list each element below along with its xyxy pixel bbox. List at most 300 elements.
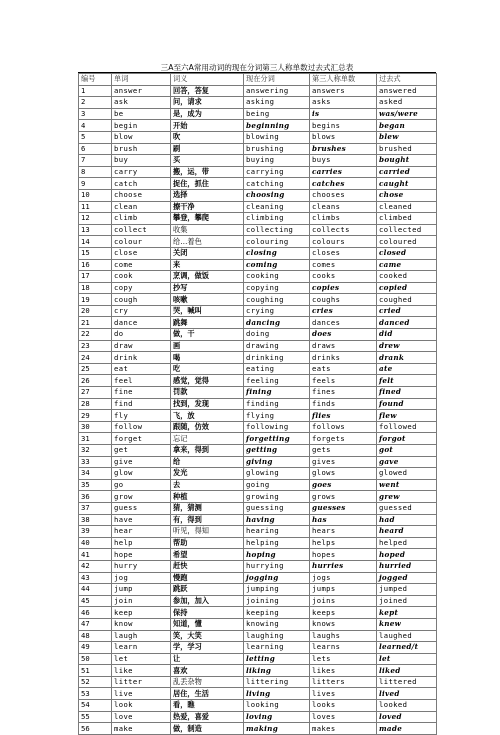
cell-third-person: dances — [310, 317, 377, 329]
cell-present-participle: laughing — [244, 630, 310, 642]
cell-past-tense: guessed — [377, 502, 437, 514]
cell-number: 49 — [79, 642, 112, 654]
table-row — [79, 410, 437, 422]
cell-meaning: 跳跃 — [171, 584, 244, 596]
cell-present-participle: having — [244, 514, 310, 526]
cell-present-participle: littering — [244, 676, 310, 688]
cell-meaning: 吹 — [171, 131, 244, 143]
cell-present-participle: guessing — [244, 502, 310, 514]
table-row — [79, 97, 437, 109]
cell-number: 39 — [79, 526, 112, 538]
cell-word: litter — [112, 676, 171, 688]
cell-present-participle: drawing — [244, 340, 310, 352]
cell-number: 43 — [79, 572, 112, 584]
cell-meaning: 知道，懂 — [171, 618, 244, 630]
cell-word: help — [112, 537, 171, 549]
cell-third-person: drinks — [310, 352, 377, 364]
cell-third-person: copies — [310, 282, 377, 294]
cell-past-tense: came — [377, 259, 437, 271]
cell-meaning: 飞，放 — [171, 410, 244, 422]
cell-number: 46 — [79, 607, 112, 619]
cell-third-person: colours — [310, 236, 377, 248]
cell-third-person: does — [310, 329, 377, 341]
cell-word: live — [112, 688, 171, 700]
cell-number: 53 — [79, 688, 112, 700]
cell-meaning: 搬，运，带 — [171, 166, 244, 178]
cell-word: keep — [112, 607, 171, 619]
cell-word: like — [112, 665, 171, 677]
table-row — [79, 247, 437, 259]
cell-present-participle: colouring — [244, 236, 310, 248]
cell-number: 20 — [79, 305, 112, 317]
cell-word: laugh — [112, 630, 171, 642]
table-row — [79, 108, 437, 120]
cell-word: hear — [112, 526, 171, 538]
table-row — [79, 398, 437, 410]
cell-present-participle: closing — [244, 247, 310, 259]
cell-past-tense: made — [377, 723, 437, 735]
table-row — [79, 711, 437, 723]
cell-meaning: 保持 — [171, 607, 244, 619]
cell-present-participle: eating — [244, 363, 310, 375]
cell-meaning: 有，得到 — [171, 514, 244, 526]
table-row — [79, 665, 437, 677]
cell-third-person: cooks — [310, 271, 377, 283]
cell-past-tense: felt — [377, 375, 437, 387]
cell-word: do — [112, 329, 171, 341]
cell-meaning: 选择 — [171, 189, 244, 201]
table-row — [79, 189, 437, 201]
cell-number: 54 — [79, 700, 112, 712]
cell-third-person: guesses — [310, 502, 377, 514]
table-row — [79, 271, 437, 283]
cell-past-tense: collected — [377, 224, 437, 236]
cell-number: 1 — [79, 85, 112, 97]
cell-present-participle: glowing — [244, 468, 310, 480]
cell-word: look — [112, 700, 171, 712]
cell-past-tense: asked — [377, 97, 437, 109]
cell-word: buy — [112, 155, 171, 167]
cell-present-participle: following — [244, 421, 310, 433]
cell-word: draw — [112, 340, 171, 352]
table-row — [79, 502, 437, 514]
cell-word: join — [112, 595, 171, 607]
cell-past-tense: laughed — [377, 630, 437, 642]
cell-meaning: 开始 — [171, 120, 244, 132]
cell-present-participle: feeling — [244, 375, 310, 387]
table-row — [79, 595, 437, 607]
cell-number: 27 — [79, 387, 112, 399]
table-row — [79, 537, 437, 549]
cell-number: 13 — [79, 224, 112, 236]
cell-past-tense: began — [377, 120, 437, 132]
table-row — [79, 723, 437, 735]
table-row — [79, 375, 437, 387]
cell-word: collect — [112, 224, 171, 236]
cell-third-person: coughs — [310, 294, 377, 306]
cell-meaning: 擦干净 — [171, 201, 244, 213]
table-body — [79, 85, 437, 734]
cell-present-participle: forgetting — [244, 433, 310, 445]
cell-present-participle: beginning — [244, 120, 310, 132]
cell-third-person: blows — [310, 131, 377, 143]
cell-present-participle: keeping — [244, 607, 310, 619]
cell-meaning: 去 — [171, 479, 244, 491]
table-row — [79, 445, 437, 457]
cell-meaning: 看，瞧 — [171, 700, 244, 712]
verb-table — [78, 73, 437, 735]
cell-meaning: 罚款 — [171, 387, 244, 399]
cell-number: 2 — [79, 97, 112, 109]
cell-number: 51 — [79, 665, 112, 677]
cell-third-person: joins — [310, 595, 377, 607]
cell-word: have — [112, 514, 171, 526]
table-row — [79, 340, 437, 352]
cell-past-tense: let — [377, 653, 437, 665]
cell-number: 31 — [79, 433, 112, 445]
cell-word: dance — [112, 317, 171, 329]
table-row — [79, 178, 437, 190]
cell-third-person: jumps — [310, 584, 377, 596]
cell-word: drink — [112, 352, 171, 364]
cell-meaning: 热爱，喜爱 — [171, 711, 244, 723]
cell-past-tense: went — [377, 479, 437, 491]
cell-past-tense: found — [377, 398, 437, 410]
cell-present-participle: flying — [244, 410, 310, 422]
cell-present-participle: living — [244, 688, 310, 700]
cell-present-participle: blowing — [244, 131, 310, 143]
cell-word: catch — [112, 178, 171, 190]
cell-meaning: 慢跑 — [171, 572, 244, 584]
cell-word: climb — [112, 213, 171, 225]
cell-third-person: climbs — [310, 213, 377, 225]
cell-present-participle: knowing — [244, 618, 310, 630]
cell-meaning: 给…着色 — [171, 236, 244, 248]
cell-present-participle: getting — [244, 445, 310, 457]
table-row — [79, 85, 437, 97]
cell-third-person: fines — [310, 387, 377, 399]
cell-word: fine — [112, 387, 171, 399]
cell-present-participle: learning — [244, 642, 310, 654]
cell-past-tense: jogged — [377, 572, 437, 584]
cell-past-tense: cooked — [377, 271, 437, 283]
cell-third-person: asks — [310, 97, 377, 109]
cell-word: learn — [112, 642, 171, 654]
cell-word: give — [112, 456, 171, 468]
cell-word: forget — [112, 433, 171, 445]
cell-meaning: 拿来，得到 — [171, 445, 244, 457]
cell-word: find — [112, 398, 171, 410]
cell-number: 44 — [79, 584, 112, 596]
table-row — [79, 584, 437, 596]
table-row — [79, 201, 437, 213]
cell-third-person: jogs — [310, 572, 377, 584]
cell-third-person: cries — [310, 305, 377, 317]
table-row — [79, 363, 437, 375]
cell-third-person: closes — [310, 247, 377, 259]
cell-meaning: 跳舞 — [171, 317, 244, 329]
cell-meaning: 找到，发现 — [171, 398, 244, 410]
cell-meaning: 喝 — [171, 352, 244, 364]
cell-word: brush — [112, 143, 171, 155]
cell-third-person: buys — [310, 155, 377, 167]
cell-word: jog — [112, 572, 171, 584]
cell-present-participle: making — [244, 723, 310, 735]
table-row — [79, 618, 437, 630]
cell-present-participle: going — [244, 479, 310, 491]
cell-present-participle: growing — [244, 491, 310, 503]
cell-past-tense: brushed — [377, 143, 437, 155]
cell-third-person: collects — [310, 224, 377, 236]
cell-third-person: feels — [310, 375, 377, 387]
cell-number: 24 — [79, 352, 112, 364]
cell-past-tense: was/were — [377, 108, 437, 120]
cell-present-participle: loving — [244, 711, 310, 723]
cell-meaning: 参加，加入 — [171, 595, 244, 607]
cell-third-person: goes — [310, 479, 377, 491]
cell-present-participle: joining — [244, 595, 310, 607]
cell-past-tense: heard — [377, 526, 437, 538]
cell-number: 38 — [79, 514, 112, 526]
table-row — [79, 352, 437, 364]
cell-third-person: comes — [310, 259, 377, 271]
header-past-tense: 过去式 — [377, 74, 437, 86]
cell-word: feel — [112, 375, 171, 387]
cell-word: glow — [112, 468, 171, 480]
cell-word: fly — [112, 410, 171, 422]
cell-third-person: gets — [310, 445, 377, 457]
cell-number: 12 — [79, 213, 112, 225]
cell-past-tense: littered — [377, 676, 437, 688]
cell-number: 23 — [79, 340, 112, 352]
cell-word: be — [112, 108, 171, 120]
table-row — [79, 259, 437, 271]
cell-past-tense: flew — [377, 410, 437, 422]
cell-third-person: brushes — [310, 143, 377, 155]
cell-number: 40 — [79, 537, 112, 549]
cell-number: 8 — [79, 166, 112, 178]
cell-present-participle: climbing — [244, 213, 310, 225]
cell-number: 6 — [79, 143, 112, 155]
table-row — [79, 607, 437, 619]
cell-meaning: 种植 — [171, 491, 244, 503]
cell-third-person: knows — [310, 618, 377, 630]
cell-third-person: finds — [310, 398, 377, 410]
cell-number: 5 — [79, 131, 112, 143]
cell-meaning: 居住，生活 — [171, 688, 244, 700]
cell-meaning: 乱丢杂物 — [171, 676, 244, 688]
table-row — [79, 526, 437, 538]
cell-past-tense: lived — [377, 688, 437, 700]
cell-third-person: draws — [310, 340, 377, 352]
cell-third-person: loves — [310, 711, 377, 723]
cell-meaning: 帮助 — [171, 537, 244, 549]
cell-meaning: 来 — [171, 259, 244, 271]
cell-third-person: grows — [310, 491, 377, 503]
cell-third-person: has — [310, 514, 377, 526]
table-row — [79, 421, 437, 433]
cell-word: close — [112, 247, 171, 259]
cell-third-person: keeps — [310, 607, 377, 619]
cell-present-participle: answering — [244, 85, 310, 97]
cell-number: 36 — [79, 491, 112, 503]
table-row — [79, 549, 437, 561]
cell-past-tense: climbed — [377, 213, 437, 225]
cell-third-person: eats — [310, 363, 377, 375]
cell-third-person: forgets — [310, 433, 377, 445]
table-title: 三A至六A常用动词的现在分词第三人称单数过去式汇总表 — [78, 63, 436, 73]
cell-number: 28 — [79, 398, 112, 410]
cell-word: carry — [112, 166, 171, 178]
cell-number: 50 — [79, 653, 112, 665]
cell-word: begin — [112, 120, 171, 132]
cell-meaning: 感觉，觉得 — [171, 375, 244, 387]
cell-number: 4 — [79, 120, 112, 132]
cell-number: 34 — [79, 468, 112, 480]
cell-number: 56 — [79, 723, 112, 735]
table-row — [79, 433, 437, 445]
cell-present-participle: cooking — [244, 271, 310, 283]
cell-present-participle: hoping — [244, 549, 310, 561]
cell-number: 26 — [79, 375, 112, 387]
cell-meaning: 做，干 — [171, 329, 244, 341]
cell-present-participle: copying — [244, 282, 310, 294]
cell-past-tense: joined — [377, 595, 437, 607]
cell-past-tense: jumped — [377, 584, 437, 596]
cell-present-participle: collecting — [244, 224, 310, 236]
cell-past-tense: caught — [377, 178, 437, 190]
cell-third-person: likes — [310, 665, 377, 677]
cell-past-tense: hoped — [377, 549, 437, 561]
cell-third-person: gives — [310, 456, 377, 468]
cell-meaning: 发光 — [171, 468, 244, 480]
cell-word: answer — [112, 85, 171, 97]
cell-past-tense: closed — [377, 247, 437, 259]
cell-word: get — [112, 445, 171, 457]
cell-present-participle: coughing — [244, 294, 310, 306]
header-present-participle: 现在分词 — [244, 74, 310, 86]
table-row — [79, 317, 437, 329]
cell-past-tense: gave — [377, 456, 437, 468]
cell-past-tense: copied — [377, 282, 437, 294]
cell-third-person: glows — [310, 468, 377, 480]
cell-number: 22 — [79, 329, 112, 341]
cell-number: 9 — [79, 178, 112, 190]
cell-meaning: 咳嗽 — [171, 294, 244, 306]
table-row — [79, 282, 437, 294]
cell-past-tense: coughed — [377, 294, 437, 306]
cell-present-participle: choosing — [244, 189, 310, 201]
cell-number: 10 — [79, 189, 112, 201]
cell-past-tense: learned/t — [377, 642, 437, 654]
cell-number: 35 — [79, 479, 112, 491]
cell-past-tense: answered — [377, 85, 437, 97]
cell-third-person: hopes — [310, 549, 377, 561]
cell-past-tense: cried — [377, 305, 437, 317]
cell-number: 42 — [79, 560, 112, 572]
cell-number: 21 — [79, 317, 112, 329]
cell-third-person: lets — [310, 653, 377, 665]
cell-meaning: 忘记 — [171, 433, 244, 445]
cell-past-tense: blew — [377, 131, 437, 143]
cell-number: 3 — [79, 108, 112, 120]
cell-present-participle: carrying — [244, 166, 310, 178]
cell-past-tense: looked — [377, 700, 437, 712]
cell-meaning: 画 — [171, 340, 244, 352]
cell-past-tense: danced — [377, 317, 437, 329]
cell-past-tense: drank — [377, 352, 437, 364]
cell-word: blow — [112, 131, 171, 143]
cell-present-participle: jogging — [244, 572, 310, 584]
cell-word: cook — [112, 271, 171, 283]
cell-third-person: follows — [310, 421, 377, 433]
cell-meaning: 笑，大笑 — [171, 630, 244, 642]
cell-word: grow — [112, 491, 171, 503]
cell-word: copy — [112, 282, 171, 294]
cell-meaning: 收集 — [171, 224, 244, 236]
cell-number: 25 — [79, 363, 112, 375]
cell-third-person: makes — [310, 723, 377, 735]
table-row — [79, 213, 437, 225]
cell-meaning: 攀登，攀爬 — [171, 213, 244, 225]
cell-third-person: answers — [310, 85, 377, 97]
cell-meaning: 刷 — [171, 143, 244, 155]
cell-third-person: begins — [310, 120, 377, 132]
cell-past-tense: hurried — [377, 560, 437, 572]
cell-past-tense: grew — [377, 491, 437, 503]
cell-past-tense: glowed — [377, 468, 437, 480]
cell-present-participle: buying — [244, 155, 310, 167]
table-row — [79, 653, 437, 665]
cell-past-tense: fined — [377, 387, 437, 399]
table-row — [79, 236, 437, 248]
cell-word: guess — [112, 502, 171, 514]
verb-table-sheet — [78, 63, 436, 735]
cell-past-tense: cleaned — [377, 201, 437, 213]
cell-word: cry — [112, 305, 171, 317]
cell-past-tense: had — [377, 514, 437, 526]
cell-third-person: litters — [310, 676, 377, 688]
cell-present-participle: being — [244, 108, 310, 120]
table-row — [79, 514, 437, 526]
cell-meaning: 喜欢 — [171, 665, 244, 677]
cell-third-person: laughs — [310, 630, 377, 642]
table-row — [79, 387, 437, 399]
cell-present-participle: helping — [244, 537, 310, 549]
cell-word: hope — [112, 549, 171, 561]
header-word: 单词 — [112, 74, 171, 86]
cell-past-tense: followed — [377, 421, 437, 433]
cell-word: know — [112, 618, 171, 630]
cell-number: 48 — [79, 630, 112, 642]
cell-present-participle: catching — [244, 178, 310, 190]
cell-past-tense: bought — [377, 155, 437, 167]
cell-past-tense: forgot — [377, 433, 437, 445]
cell-number: 45 — [79, 595, 112, 607]
cell-number: 19 — [79, 294, 112, 306]
table-row — [79, 642, 437, 654]
cell-third-person: chooses — [310, 189, 377, 201]
cell-word: eat — [112, 363, 171, 375]
cell-number: 52 — [79, 676, 112, 688]
cell-meaning: 做，制造 — [171, 723, 244, 735]
cell-number: 29 — [79, 410, 112, 422]
cell-present-participle: finding — [244, 398, 310, 410]
cell-number: 17 — [79, 271, 112, 283]
table-row — [79, 155, 437, 167]
cell-meaning: 让 — [171, 653, 244, 665]
cell-past-tense: loved — [377, 711, 437, 723]
